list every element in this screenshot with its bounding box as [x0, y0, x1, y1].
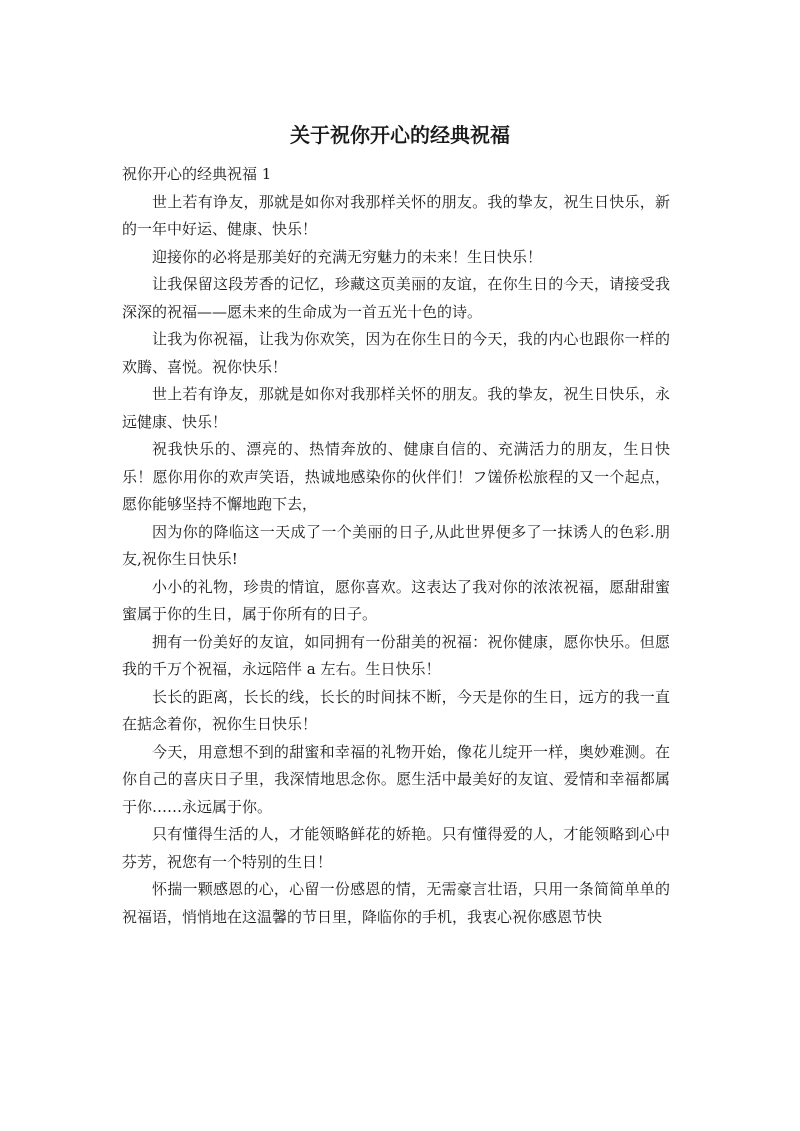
paragraph: 世上若有诤友，那就是如你对我那样关怀的朋友。我的挚友，祝生日快乐，新的一年中好运、健康、快乐！	[122, 192, 670, 238]
paragraph: 迎接你的必将是那美好的充满无穷魅力的未来！生日快乐！	[152, 247, 543, 266]
paragraph: 拥有一份美好的友谊，如同拥有一份甜美的祝福：祝你健康，愿你快乐。但愿我的千万个祝福，永远陪伴 a 左右。生日快乐！	[122, 632, 670, 678]
paragraph: 小小的礼物，珍贵的情谊，愿你喜欢。这表达了我对你的浓浓祝福，愿甜甜蜜蜜属于你的生日，属于你所有的日子。	[122, 577, 670, 623]
document-body	[122, 161, 670, 931]
paragraph: 长长的距离，长长的线，长长的时间抹不断，今天是你的生日，远方的我一直在掂念着你，祝你生日快乐！	[122, 687, 670, 733]
paragraph: 只有懂得生活的人，才能领略鲜花的娇艳。只有懂得爱的人，才能领略到心中芬芳，祝您有一个特别的生日！	[122, 825, 670, 871]
paragraph: 怀揣一颗感恩的心，心留一份感恩的情，无需豪言壮语，只用一条简简单单的祝福语，悄悄地在这温馨的节日里，降临你的手机，我衷心祝你感恩节快	[122, 880, 670, 926]
paragraph: 因为你的降临这一天成了一个美丽的日子,从此世界便多了一抹诱人的色彩.朋友,祝你生日快乐!	[122, 522, 670, 568]
paragraph: 祝我快乐的、漂亮的、热情奔放的、健康自信的、充满活力的朋友，生日快乐！愿你用你的欢声笑语，热诚地感染你的伙伴们！フ馐侨松旅程的又一个起点，愿你能够坚持不懈地跑下去，	[122, 440, 670, 513]
document-title: 关于祝你开心的经典祝福	[290, 123, 510, 147]
paragraph: 今天，用意想不到的甜蜜和幸福的礼物开始，像花儿绽开一样，奥妙难测。在你自己的喜庆日子里，我深情地思念你。愿生活中最美好的友谊、爱情和幸福都属于你……永远属于你。	[122, 742, 670, 816]
paragraph: 让我为你祝福，让我为你欢笑，因为在你生日的今天，我的内心也跟你一样的欢腾、喜悦。祝你快乐！	[122, 330, 670, 376]
section-heading: 祝你开心的经典祝福 1	[122, 165, 272, 183]
paragraph: 让我保留这段芳香的记忆，珍藏这页美丽的友谊，在你生日的今天，请接受我深深的祝福——愿未来的生命成为一首五光十色的诗。	[122, 275, 670, 321]
paragraph: 世上若有诤友，那就是如你对我那样关怀的朋友。我的挚友，祝生日快乐，永远健康、快乐！	[122, 385, 670, 431]
